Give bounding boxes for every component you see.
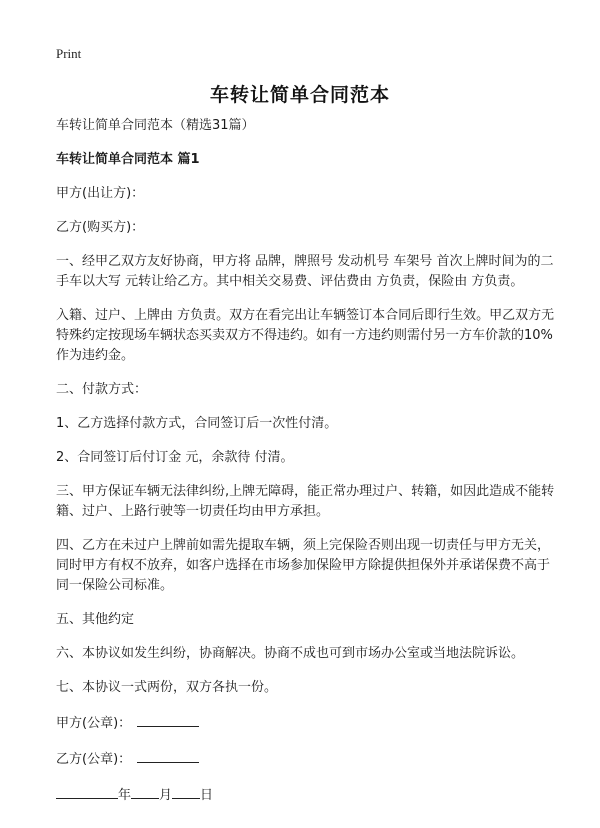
paragraph-registration: 入籍、过户、上牌由 方负责。双方在看完出让车辆签订本合同后即行生效。甲乙双方无特殊约定按现场车辆状态买卖双方不得违约。如有一方违约则需付另一方车价款的10%作为违约金。 (56, 308, 555, 363)
signature-party-a-blank (137, 712, 199, 727)
date-day-blank (172, 784, 200, 799)
date-month-label: 月 (159, 788, 173, 803)
section-heading: 车转让简单合同范本 篇1 (56, 152, 200, 167)
paragraph-clause-6: 六、本协议如发生纠纷，协商解决。协商不成也可到市场办公室或当地法院诉讼。 (56, 646, 525, 661)
signature-date (56, 784, 556, 806)
paragraph-payment-heading: 二、付款方式： (56, 382, 148, 397)
paragraph-clause-5: 五、其他约定 (56, 612, 135, 627)
print-link[interactable]: Print (56, 46, 82, 61)
paragraph-clause-7: 七、本协议一式两份，双方各执一份。 (56, 680, 278, 695)
date-year-blank (56, 784, 118, 799)
paragraph-clause-1: 一、经甲乙双方友好协商，甲方将 品牌，牌照号 发动机号 车架号 首次上牌时间为的二手车以大写 元转让给乙方。其中相关交易费、评估费由 方负责，保险由 方负责。 (56, 254, 554, 289)
signature-party-a (56, 712, 556, 734)
paragraph-clause-3: 三、甲方保证车辆无法律纠纷,上牌无障碍，能正常办理过户、转籍，如因此造成不能转籍、过户、上路行驶等一切责任均由甲方承担。 (56, 484, 555, 519)
signature-party-b (56, 748, 556, 770)
date-day-label: 日 (200, 788, 214, 803)
date-month-blank (131, 784, 159, 799)
signature-party-a-label: 甲方(公章)： (56, 716, 132, 731)
document-body (56, 116, 556, 820)
paragraph-payment-2: 2、合同签订后付订金 元，余款待 付清。 (56, 450, 294, 465)
date-year-label: 年 (118, 788, 132, 803)
paragraph-clause-4: 四、乙方在未过户上牌前如需先提取车辆，须上完保险否则出现一切责任与甲方无关，同时甲方有权不放弃，如客户选择在市场参加保险甲方除提供担保外并承诺保费不高于同一保险公司标准。 (56, 538, 551, 593)
signature-party-b-blank (137, 748, 199, 763)
document-subtitle: 车转让简单合同范本（精选31篇） (56, 118, 255, 133)
document-title: 车转让简单合同范本 (209, 84, 390, 106)
paragraph-party-a: 甲方(出让方)： (56, 186, 145, 201)
paragraph-payment-1: 1、乙方选择付款方式，合同签订后一次性付清。 (56, 416, 338, 431)
signature-party-b-label: 乙方(公章)： (56, 752, 132, 767)
paragraph-party-b: 乙方(购买方)： (56, 220, 145, 235)
